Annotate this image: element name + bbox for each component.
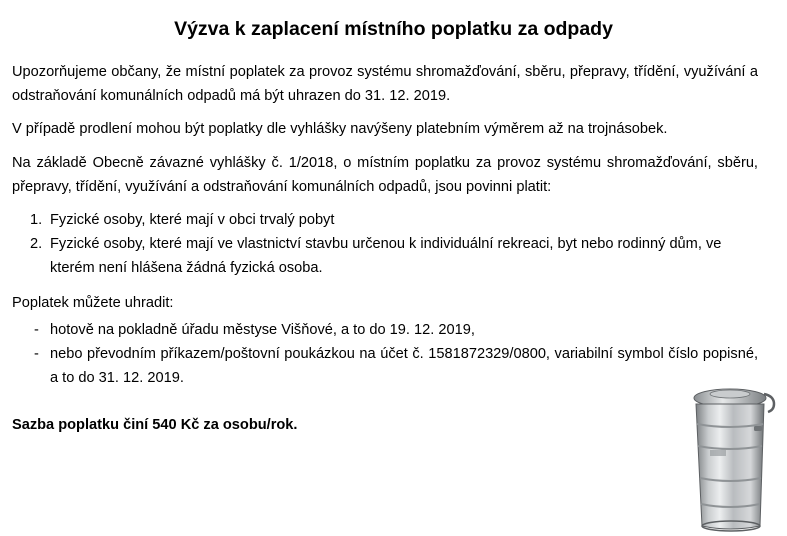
legal-basis-paragraph: Na základě Obecně závazné vyhlášky č. 1/2018, o místním poplatku za provoz systému shromažďování, sběru, přepravy, třídění, využívání a odstraňování komunálních odpadů, jsou povinni platit: (12, 155, 758, 195)
list-item (12, 232, 758, 280)
payment-methods-list (12, 318, 758, 390)
list-item-dash: - (34, 346, 39, 362)
list-item-number: 1. (30, 212, 43, 228)
page-title: Výzva k zaplacení místního poplatku za odpady (174, 18, 613, 40)
list-item-dash: - (34, 322, 39, 338)
waste-bin-icon (680, 380, 785, 536)
list-item (12, 208, 758, 232)
list-item-number: 2. (30, 236, 43, 252)
obligated-list (12, 208, 758, 280)
late-payment-paragraph: V případě prodlení mohou být poplatky dle vyhlášky navýšeny platebním výměrem až na trojnásobek. (12, 121, 668, 137)
fee-statement: Sazba poplatku činí 540 Kč za osobu/rok. (12, 417, 298, 433)
notice-paragraph: Upozorňujeme občany, že místní poplatek za provoz systému shromažďování, sběru, přepravy, třídění, využívání a odstraňování komunálních odpadů má být uhrazen do 31. 12. 2019. (12, 64, 758, 104)
list-item-text: hotově na pokladně úřadu městyse Višňové, a to do 19. 12. 2019, (50, 322, 475, 338)
list-item (12, 318, 758, 342)
list-item-text: nebo převodním příkazem/poštovní poukázkou na účet č. 1581872329/0800, variabilní symbol číslo popisné, a to do 31. 12. 2019. (50, 346, 758, 386)
list-item (12, 342, 758, 390)
list-item-text: Fyzické osoby, které mají ve vlastnictví stavbu určenou k individuální rekreaci, byt nebo rodinný dům, ve kterém není hlášena žádná fyzická osoba. (50, 236, 722, 276)
list-item-text: Fyzické osoby, které mají v obci trvalý pobyt (50, 212, 335, 228)
payment-intro: Poplatek můžete uhradit: (12, 295, 174, 311)
